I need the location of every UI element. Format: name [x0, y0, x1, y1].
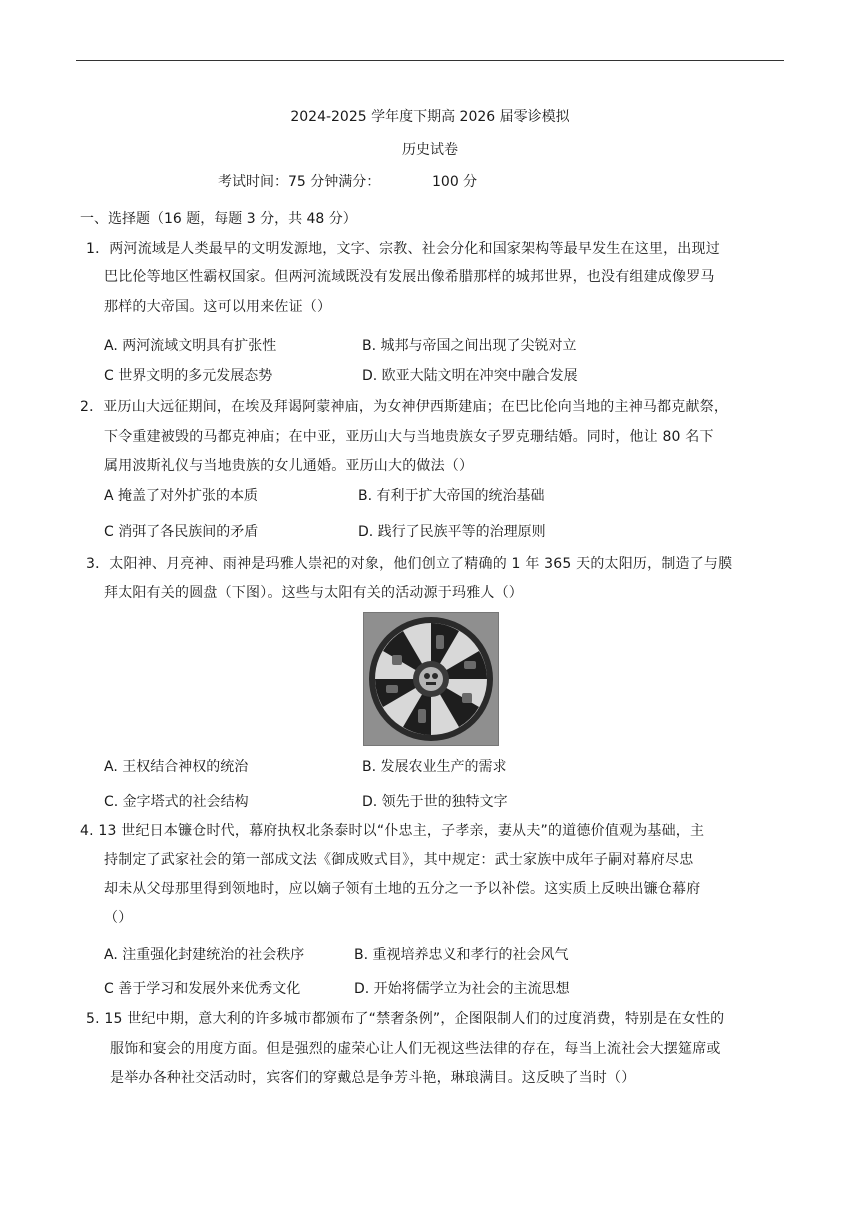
subject-title: 历史试卷 [402, 142, 458, 158]
question-text: 下令重建被毁的马都克神庙；在中亚，亚历山大与当地贵族女子罗克珊结婚。同时，他让 80 名下 [104, 429, 714, 445]
option-d[interactable]: D. 开始将儒学立为社会的主流思想 [354, 981, 570, 997]
exam-time: 考试时间：75 分钟满分： [218, 174, 381, 190]
question-text: 4. 13 世纪日本镰仓时代，幕府执权北条泰时以“仆忠主，子孝亲，妻从夫”的道德价值观为基础，主 [80, 823, 705, 839]
question-text: 持制定了武家社会的第一部成文法《御成败式目》，其中规定：武士家族中成年子嗣对幕府尽忠 [104, 852, 694, 868]
option-b[interactable]: B. 发展农业生产的需求 [362, 759, 507, 775]
option-b[interactable]: B. 城邦与帝国之间出现了尖锐对立 [362, 338, 577, 354]
exam-title: 2024-2025 学年度下期高 2026 届零诊模拟 [290, 109, 570, 125]
question-text: 那样的大帝国。这可以用来佐证（） [104, 299, 332, 315]
option-c[interactable]: C 善于学习和发展外来优秀文化 [104, 981, 301, 997]
option-b[interactable]: B. 重视培养忠义和孝行的社会风气 [354, 947, 569, 963]
sun-disk-illustration [364, 613, 498, 745]
option-b[interactable]: B. 有利于扩大帝国的统治基础 [358, 488, 545, 504]
question-text: 却未从父母那里得到领地时，应以嫡子领有土地的五分之一予以补偿。这实质上反映出镰仓幕府 [104, 881, 701, 897]
question-text: 3．太阳神、月亮神、雨神是玛雅人崇祀的对象，他们创立了精确的 1 年 365 天的太阳历，制造了与膜 [86, 556, 733, 572]
question-text: 是举办各种社交活动时，宾客们的穿戴总是争芳斗艳，琳琅满目。这反映了当时（） [110, 1070, 636, 1086]
question-text: 属用波斯礼仪与当地贵族的女儿通婚。亚历山大的做法（） [104, 458, 474, 474]
option-d[interactable]: D. 践行了民族平等的治理原则 [358, 524, 546, 540]
question-text: 2．亚历山大远征期间，在埃及拜谒阿蒙神庙，为女神伊西斯建庙；在巴比伦向当地的主神马都克献祭， [80, 399, 729, 415]
option-a[interactable]: A. 王权结合神权的统治 [104, 759, 249, 775]
option-c[interactable]: C. 金字塔式的社会结构 [104, 794, 249, 810]
option-d[interactable]: D. 欧亚大陆文明在冲突中融合发展 [362, 368, 578, 384]
option-c[interactable]: C 消弭了各民族间的矛盾 [104, 524, 259, 540]
option-a[interactable]: A. 两河流域文明具有扩张性 [104, 338, 277, 354]
maya-sun-disk-image [363, 612, 499, 746]
header-rule [76, 60, 784, 61]
option-a[interactable]: A. 注重强化封建统治的社会秩序 [104, 947, 305, 963]
exam-score: 100 分 [432, 174, 478, 190]
question-text: 服饰和宴会的用度方面。但是强烈的虚荣心让人们无视这些法律的存在，每当上流社会大摆筵席或 [110, 1041, 721, 1057]
question-text: （） [104, 910, 133, 926]
option-d[interactable]: D. 领先于世的独特文字 [362, 794, 508, 810]
option-c[interactable]: C 世界文明的多元发展态势 [104, 368, 273, 384]
option-a[interactable]: A 掩盖了对外扩张的本质 [104, 488, 259, 504]
question-text: 巴比伦等地区性霸权国家。但两河流域既没有发展出像希腊那样的城邦世界，也没有组建成像罗马 [104, 269, 715, 285]
question-text: 5. 15 世纪中期，意大利的许多城市都颁布了“禁奢条例”，企图限制人们的过度消费，特别是在女性的 [86, 1011, 725, 1027]
question-text: 拜太阳有关的圆盘（下图）。这些与太阳有关的活动源于玛雅人（） [104, 585, 523, 601]
section-title: 一、选择题（16 题，每题 3 分，共 48 分） [80, 211, 357, 227]
question-text: 1．两河流域是人类最早的文明发源地，文字、宗教、社会分化和国家架构等最早发生在这里，出现过 [86, 241, 720, 257]
